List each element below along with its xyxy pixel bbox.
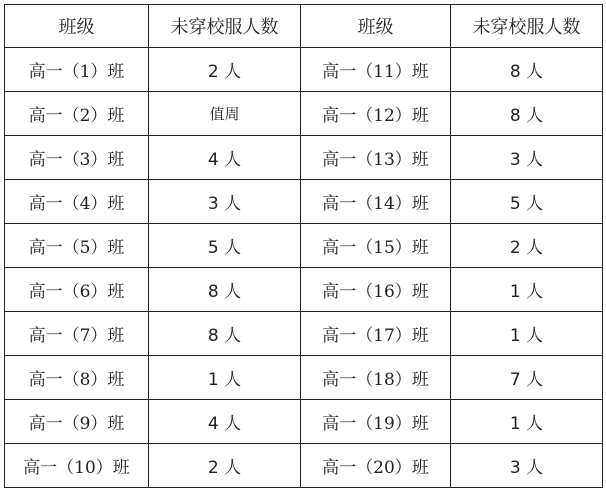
header-class-left: 班级 xyxy=(5,5,149,48)
table-row xyxy=(5,224,603,268)
count-cell: 4 人 xyxy=(149,400,301,444)
header-class-right: 班级 xyxy=(301,5,451,48)
table-row xyxy=(5,48,603,92)
class-name-cell: 高一（12）班 xyxy=(301,92,451,136)
count-cell: 3 人 xyxy=(451,136,603,180)
class-name-cell: 高一（17）班 xyxy=(301,312,451,356)
table-row xyxy=(5,444,603,488)
class-name-cell: 高一（18）班 xyxy=(301,356,451,400)
table-row xyxy=(5,136,603,180)
class-name-cell: 高一（2）班 xyxy=(5,92,149,136)
count-cell: 8 人 xyxy=(451,92,603,136)
count-cell: 5 人 xyxy=(149,224,301,268)
class-name-cell: 高一（16）班 xyxy=(301,268,451,312)
table-row xyxy=(5,268,603,312)
count-cell: 值周 xyxy=(149,92,301,136)
count-cell: 1 人 xyxy=(451,268,603,312)
count-cell: 4 人 xyxy=(149,136,301,180)
count-cell: 3 人 xyxy=(149,180,301,224)
class-name-cell: 高一（3）班 xyxy=(5,136,149,180)
table-row xyxy=(5,180,603,224)
class-name-cell: 高一（19）班 xyxy=(301,400,451,444)
count-cell: 2 人 xyxy=(149,444,301,488)
count-cell: 2 人 xyxy=(451,224,603,268)
header-count-left: 未穿校服人数 xyxy=(149,5,301,48)
class-name-cell: 高一（10）班 xyxy=(5,444,149,488)
class-name-cell: 高一（15）班 xyxy=(301,224,451,268)
class-name-cell: 高一（14）班 xyxy=(301,180,451,224)
class-name-cell: 高一（20）班 xyxy=(301,444,451,488)
count-cell: 5 人 xyxy=(451,180,603,224)
count-cell: 2 人 xyxy=(149,48,301,92)
class-name-cell: 高一（5）班 xyxy=(5,224,149,268)
count-cell: 1 人 xyxy=(149,356,301,400)
header-count-right: 未穿校服人数 xyxy=(451,5,603,48)
header-row xyxy=(5,5,603,48)
class-name-cell: 高一（6）班 xyxy=(5,268,149,312)
table-row xyxy=(5,400,603,444)
count-cell: 8 人 xyxy=(149,268,301,312)
count-cell: 7 人 xyxy=(451,356,603,400)
class-name-cell: 高一（4）班 xyxy=(5,180,149,224)
count-cell: 1 人 xyxy=(451,400,603,444)
count-cell: 1 人 xyxy=(451,312,603,356)
class-name-cell: 高一（9）班 xyxy=(5,400,149,444)
class-name-cell: 高一（8）班 xyxy=(5,356,149,400)
table-row xyxy=(5,312,603,356)
table-row xyxy=(5,92,603,136)
class-name-cell: 高一（7）班 xyxy=(5,312,149,356)
class-name-cell: 高一（1）班 xyxy=(5,48,149,92)
class-name-cell: 高一（13）班 xyxy=(301,136,451,180)
table-row xyxy=(5,356,603,400)
count-cell: 8 人 xyxy=(451,48,603,92)
class-name-cell: 高一（11）班 xyxy=(301,48,451,92)
uniform-count-table xyxy=(4,4,603,488)
count-cell: 8 人 xyxy=(149,312,301,356)
count-cell: 3 人 xyxy=(451,444,603,488)
